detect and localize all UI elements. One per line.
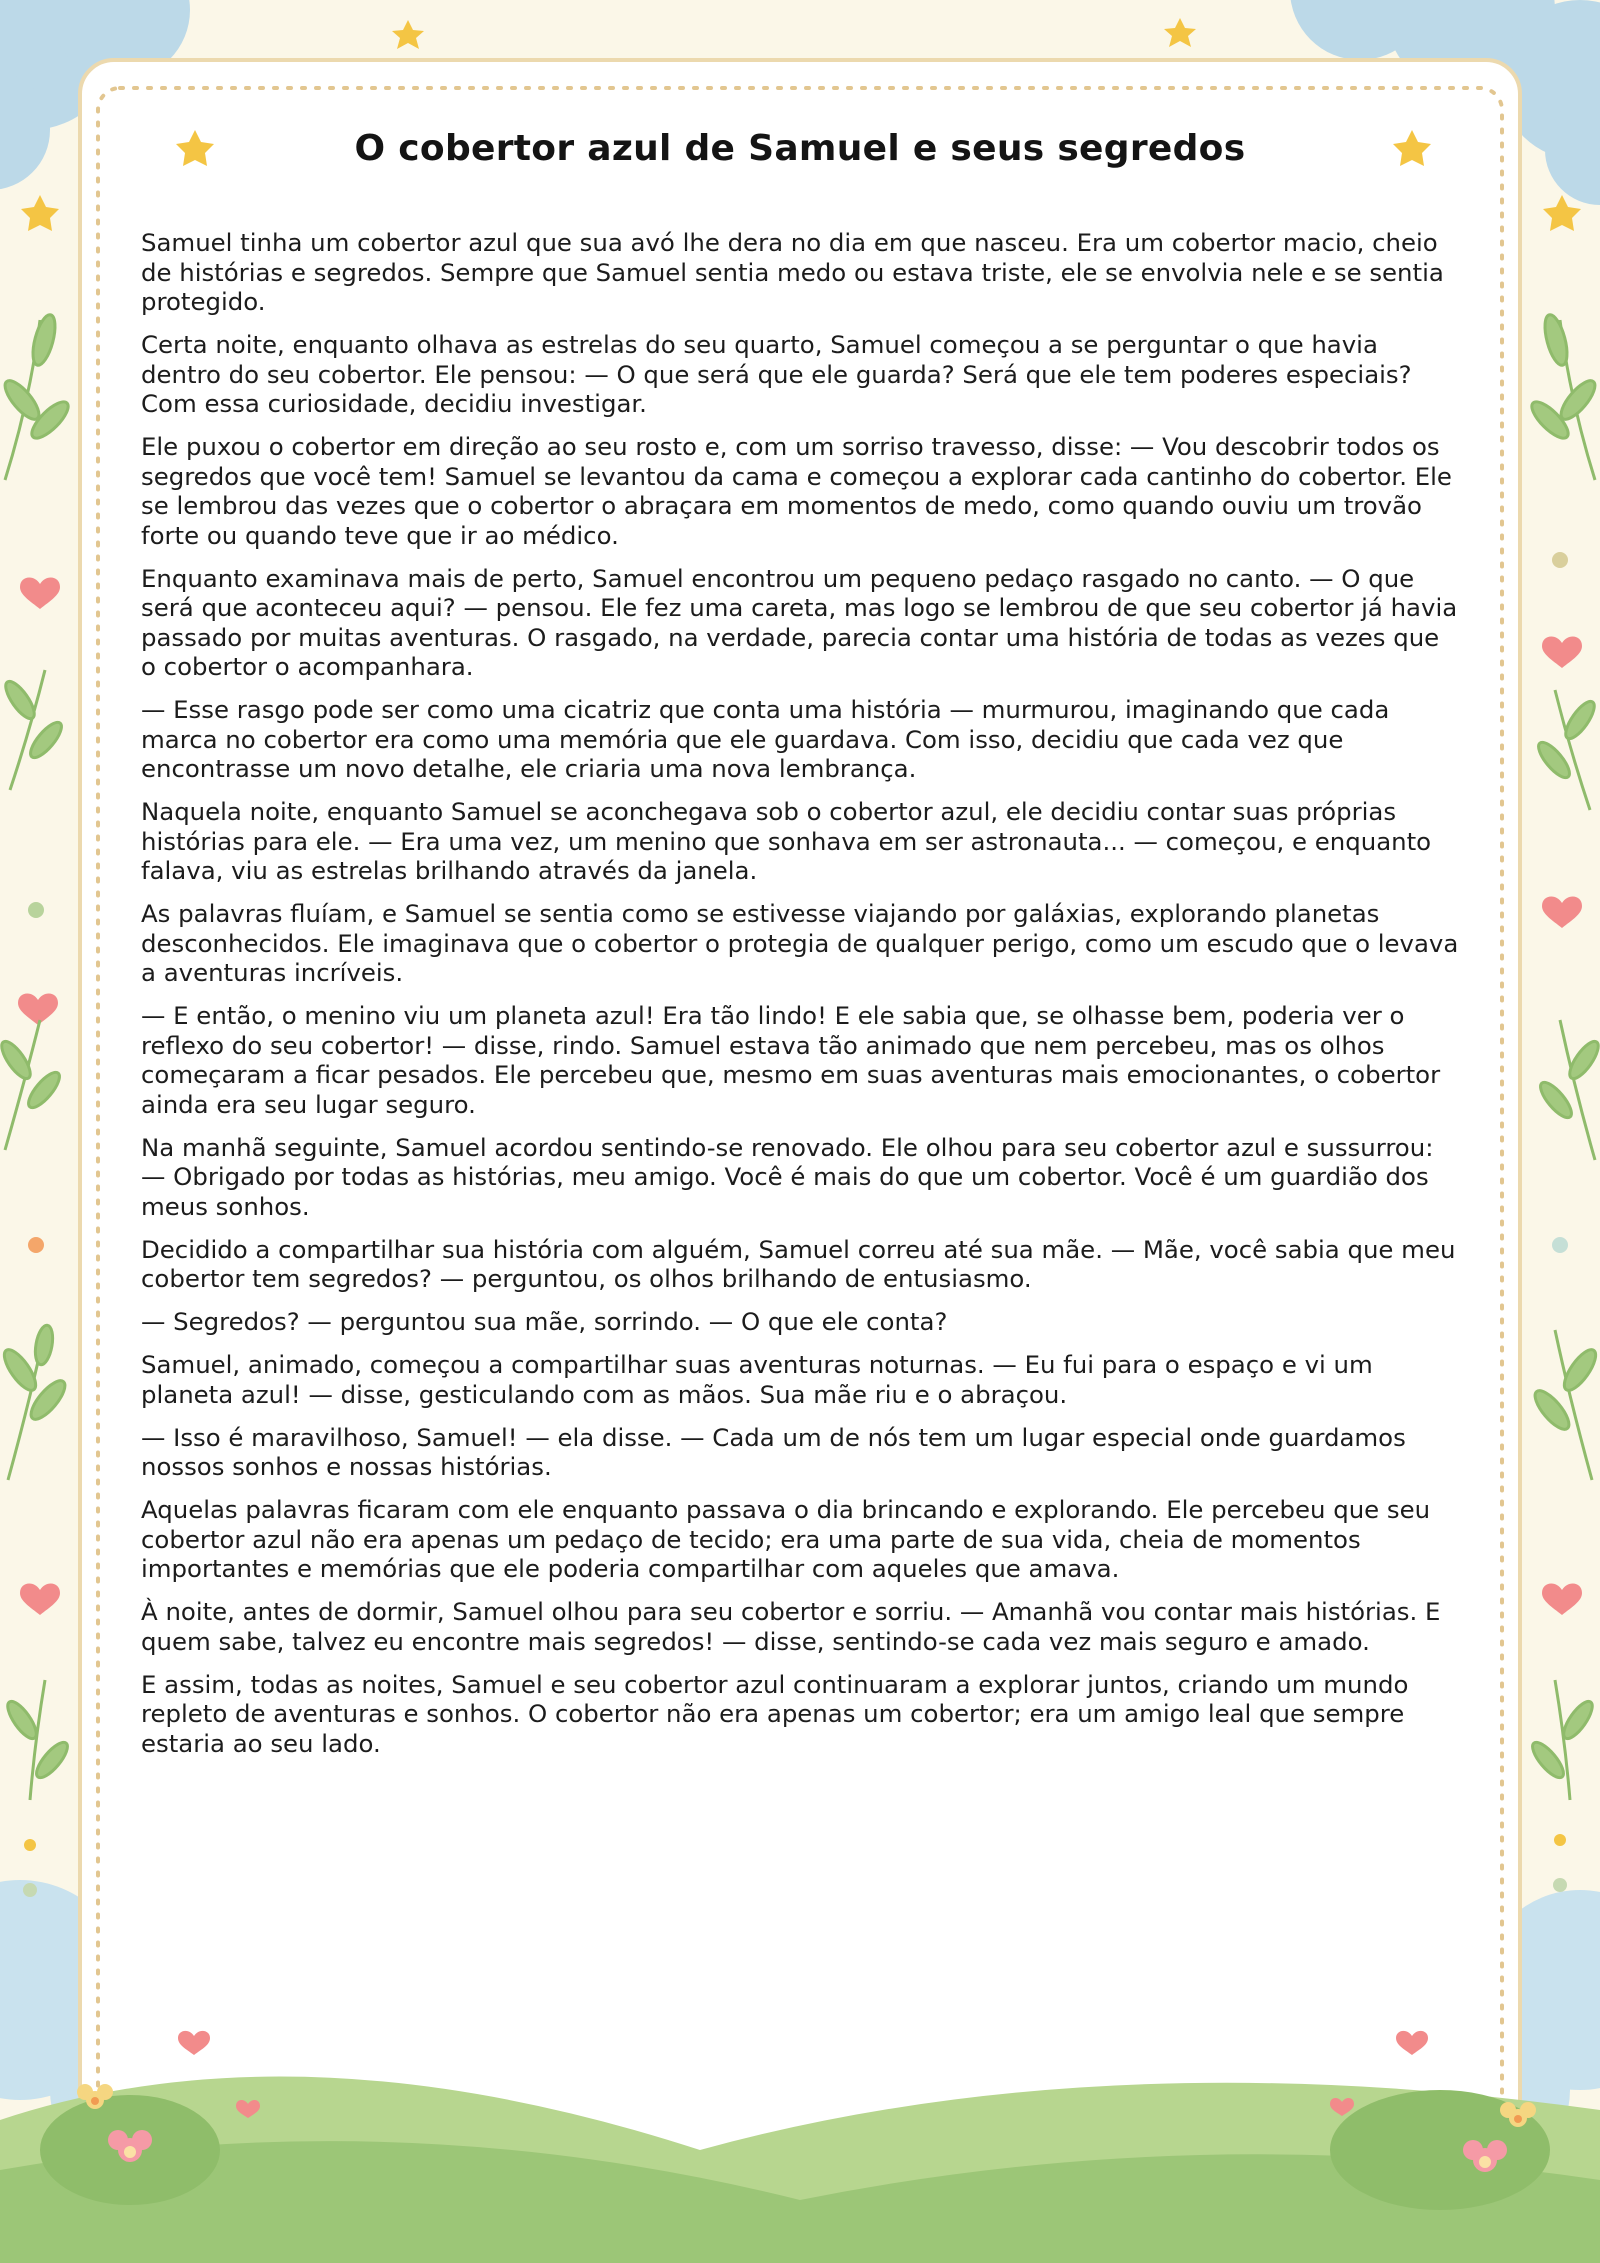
story-body — [141, 228, 1461, 1772]
leaf-branch-icon — [1, 670, 66, 790]
heart-icon — [1542, 1584, 1582, 1615]
leaf-branch-icon — [1536, 1020, 1600, 1160]
story-paragraph: Naquela noite, enquanto Samuel se aconchegava sob o cobertor azul, ele decidiu contar suas próprias histórias para ele. — Era uma vez, um menino que sonhava em ser astronauta... — começou, e enquanto falava, viu as estrelas brilhando através da janela. — [141, 797, 1432, 885]
leaf-branch-icon — [0, 1020, 64, 1150]
story-paragraph: Samuel, animado, começou a compartilhar suas aventuras noturnas. — Eu fui para o espaço e vi um planeta azul! — disse, gesticulando com as mãos. Sua mãe riu e o abraçou. — [141, 1350, 1373, 1409]
heart-icon — [1542, 637, 1582, 668]
heart-icon — [18, 994, 58, 1025]
page-title: O cobertor azul de Samuel e seus segredos — [354, 128, 1246, 169]
story-paragraph: — Segredos? — perguntou sua mãe, sorrindo. — O que ele conta? — [141, 1307, 948, 1336]
leaf-branch-icon — [1534, 690, 1599, 810]
story-paragraph: E assim, todas as noites, Samuel e seu cobertor azul continuaram a explorar juntos, criando um mundo repleto de aventuras e sonhos. O cobertor não era apenas um cobertor; era um amigo leal que sempre estaria ao seu lado. — [141, 1669, 1409, 1758]
story-paragraph: — Esse rasgo pode ser como uma cicatriz que conta uma história — murmurou, imaginando que cada marca no cobertor era como uma memória que ele guardava. Com isso, decidiu que cada vez que encontrasse um novo detalhe, ele criaria uma nova lembrança. — [141, 695, 1390, 783]
leaf-branch-icon — [0, 313, 73, 480]
story-paragraph: — Isso é maravilhoso, Samuel! — ela disse. — Cada um de nós tem um lugar especial onde guardamos nossos sonhos e nossas histórias. — [141, 1422, 1406, 1481]
story-paragraph: Certa noite, enquanto olhava as estrelas do seu quarto, Samuel começou a se perguntar o que havia dentro do seu cobertor. Ele pensou: — O que será que ele guarda? Será que ele tem poderes especiais? Com essa curiosidade, decidiu investigar. — [141, 330, 1412, 418]
leaf-branch-icon — [1530, 1330, 1600, 1480]
leaf-branch-icon — [3, 1680, 72, 1800]
leaf-branch-icon — [0, 1324, 70, 1480]
story-paragraph: — E então, o menino viu um planeta azul! Era tão lindo! E ele sabia que, se olhasse bem, poderia ver o reflexo do seu cobertor! — disse, rindo. Samuel estava tão animado que nem percebeu, mas os olhos começaram a ficar pesados. Ele percebeu que, mesmo em suas aventuras mais emocionantes, o cobertor ainda era seu lugar seguro. — [141, 1001, 1441, 1119]
story-paragraph: Enquanto examinava mais de perto, Samuel encontrou um pequeno pedaço rasgado no canto. — O que será que aconteceu aqui? — pensou. Ele fez uma careta, mas logo se lembrou de que seu cobertor já havia passado por muitas aventuras. O rasgado, na verdade, parecia contar uma história de todas as vezes que o cobertor o acompanhara. — [141, 563, 1458, 681]
leaf-branch-icon — [1527, 313, 1600, 480]
story-paragraph: Aquelas palavras ficaram com ele enquanto passava o dia brincando e explorando. Ele percebeu que seu cobertor azul não era apenas um pedaço de tecido; era uma parte de sua vida, cheia de momentos importantes e memórias que ele poderia compartilhar com aqueles que amava. — [141, 1495, 1431, 1583]
story-paragraph: Na manhã seguinte, Samuel acordou sentindo-se renovado. Ele olhou para seu cobertor azul e sussurrou: — Obrigado por todas as histórias, meu amigo. Você é mais do que um cobertor. Você é um guardião dos meus sonhos. — [141, 1132, 1434, 1221]
story-paragraph: À noite, antes de dormir, Samuel olhou para seu cobertor e sorriu. — Amanhã vou contar mais histórias. E quem sabe, talvez eu encontre mais segredos! — disse, sentindo-se cada vez mais seguro e amado. — [141, 1597, 1441, 1656]
heart-icon — [20, 1584, 60, 1615]
heart-icon — [20, 578, 60, 609]
leaf-branch-icon — [1528, 1680, 1597, 1800]
story-paragraph: Samuel tinha um cobertor azul que sua avó lhe dera no dia em que nasceu. Era um cobertor macio, cheio de histórias e segredos. Sempre que Samuel sentia medo ou estava triste, ele se envolvia nele e se sentia protegido. — [141, 228, 1444, 316]
star-icon — [1164, 18, 1196, 47]
star-icon — [1543, 195, 1581, 231]
story-paragraph: Ele puxou o cobertor em direção ao seu rosto e, com um sorriso travesso, disse: — Vou descobrir todos os segredos que você tem! Samuel se levantou da cama e começou a explorar cada cantinho do cobertor. Ele se lembrou das vezes que o cobertor o abraçara em momentos de medo, como quando ouviu um trovão forte ou quando teve que ir ao médico. — [141, 432, 1452, 550]
heart-icon — [1542, 897, 1582, 928]
story-paragraph: As palavras fluíam, e Samuel se sentia como se estivesse viajando por galáxias, explorando planetas desconhecidos. Ele imaginava que o cobertor o protegia de qualquer perigo, como um escudo que o levava a aventuras incríveis. — [141, 899, 1459, 987]
story-paragraph: Decidido a compartilhar sua história com alguém, Samuel correu até sua mãe. — Mãe, você sabia que meu cobertor tem segredos? — perguntou, os olhos brilhando de entusiasmo. — [141, 1234, 1456, 1293]
star-icon — [21, 195, 59, 231]
star-icon — [392, 20, 424, 49]
